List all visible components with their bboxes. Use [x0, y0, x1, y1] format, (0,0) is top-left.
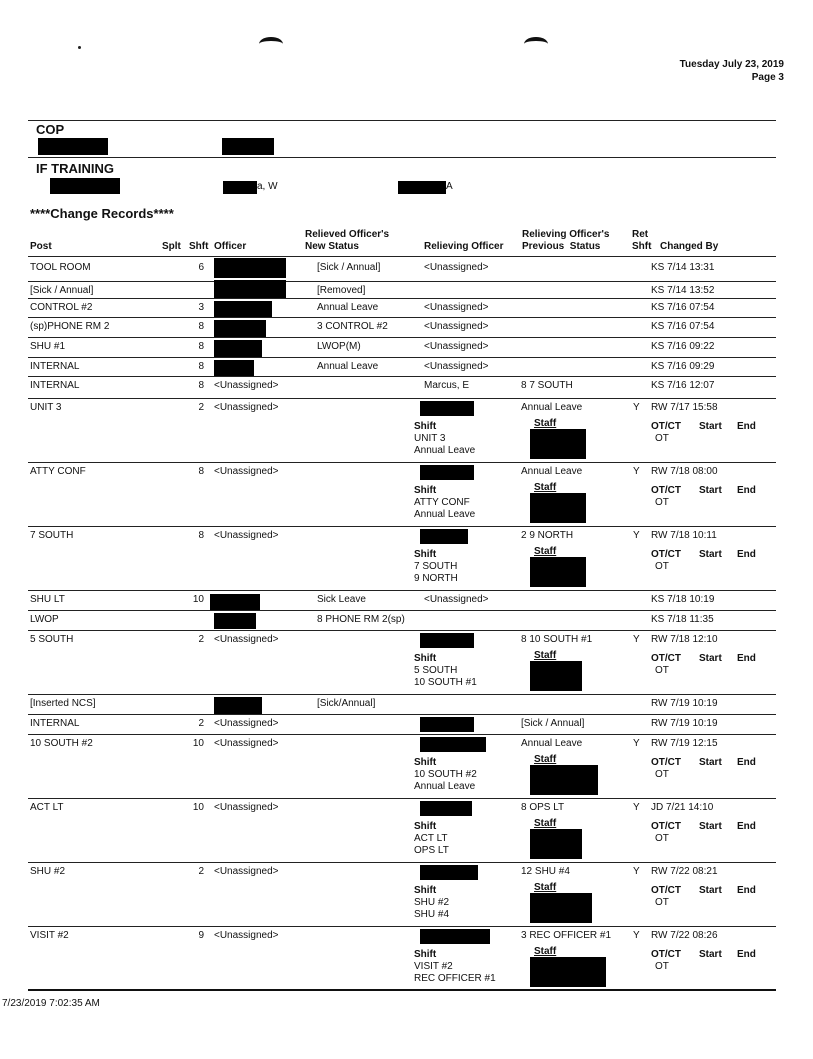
detail-status: Annual Leave: [414, 445, 476, 456]
report-date: Tuesday July 23, 2019: [679, 59, 784, 70]
start-label: Start: [699, 421, 722, 432]
ot-label: OT: [655, 833, 669, 844]
post-cell: 10 SOUTH #2: [30, 738, 93, 749]
end-label: End: [737, 821, 756, 832]
shift-cell: 8: [198, 530, 204, 541]
shift-cell: 10: [192, 594, 204, 605]
relieving-officer-cell: <Unassigned>: [424, 361, 489, 372]
detail-status: SHU #4: [414, 909, 450, 920]
detail-status: Annual Leave: [414, 509, 476, 520]
ot-label: OT: [655, 961, 669, 972]
new-status-cell: Annual Leave: [317, 302, 379, 313]
divider: [28, 317, 776, 318]
post-cell: CONTROL #2: [30, 302, 93, 313]
post-cell: SHU #1: [30, 341, 66, 352]
post-cell: LWOP: [30, 614, 59, 625]
shift-cell: 9: [198, 930, 204, 941]
divider: [28, 694, 776, 695]
previous-status-cell: 8 OPS LT: [521, 802, 565, 813]
changed-by-cell: RW 7/17 15:58: [651, 402, 718, 413]
end-label: End: [737, 421, 756, 432]
detail-status: REC OFFICER #1: [414, 973, 496, 984]
redaction-box: [530, 893, 592, 923]
section-title-cop: COP: [36, 122, 65, 137]
redaction-box: [420, 529, 468, 544]
staff-label: Staff: [534, 650, 557, 661]
detail-post: VISIT #2: [414, 961, 453, 972]
post-cell: INTERNAL: [30, 361, 80, 372]
shift-label: Shift: [414, 421, 437, 432]
redaction-box: [530, 557, 586, 587]
divider: [28, 337, 776, 338]
post-cell: INTERNAL: [30, 380, 80, 391]
officer-cell: <Unassigned>: [214, 866, 279, 877]
end-label: End: [737, 549, 756, 560]
shift-cell: 6: [198, 262, 204, 273]
changed-by-cell: KS 7/18 11:35: [651, 614, 714, 625]
redaction-box: [530, 429, 586, 459]
relieving-officer-cell: Marcus, E: [424, 380, 470, 391]
start-label: Start: [699, 821, 722, 832]
return-shift-cell: Y: [633, 530, 640, 541]
detail-status: 10 SOUTH #1: [414, 677, 477, 688]
detail-status: 9 NORTH: [414, 573, 458, 584]
staff-label: Staff: [534, 754, 557, 765]
shift-cell: 8: [198, 466, 204, 477]
previous-status-cell: 8 10 SOUTH #1: [521, 634, 593, 645]
redaction-box: [214, 613, 256, 629]
new-status-cell: 3 CONTROL #2: [317, 321, 388, 332]
end-label: End: [737, 757, 756, 768]
shift-cell: 10: [192, 802, 204, 813]
previous-status-cell: 2 9 NORTH: [521, 530, 574, 541]
shift-cell: 8: [198, 341, 204, 352]
scan-speck: [78, 46, 81, 49]
previous-status-cell: 3 REC OFFICER #1: [521, 930, 612, 941]
shift-cell: 2: [198, 718, 204, 729]
shift-label: Shift: [414, 549, 437, 560]
redaction-box: [38, 138, 108, 155]
post-cell: 5 SOUTH: [30, 634, 74, 645]
officer-cell: <Unassigned>: [214, 402, 279, 413]
redaction-box: [214, 280, 286, 298]
return-shift-cell: Y: [633, 738, 640, 749]
changed-by-cell: KS 7/14 13:52: [651, 285, 715, 296]
redaction-box: [214, 320, 266, 337]
staff-label: Staff: [534, 818, 557, 829]
new-status-cell: 8 PHONE RM 2(sp): [317, 614, 405, 625]
redaction-box: [530, 829, 582, 859]
return-shift-cell: Y: [633, 634, 640, 645]
page-header: [680, 58, 784, 84]
staff-label: Staff: [534, 418, 557, 429]
shift-cell: 2: [198, 634, 204, 645]
shift-label: Shift: [414, 485, 437, 496]
changed-by-cell: KS 7/16 09:29: [651, 361, 715, 372]
otct-label: OT/CT: [651, 885, 681, 896]
col-header-officer: Officer: [214, 241, 247, 252]
redaction-box: [398, 181, 446, 194]
ot-label: OT: [655, 897, 669, 908]
changed-by-cell: RW 7/18 08:00: [651, 466, 718, 477]
return-shift-cell: Y: [633, 930, 640, 941]
redaction-box: [214, 301, 272, 318]
change-records-title: ****Change Records****: [30, 206, 174, 221]
ot-label: OT: [655, 769, 669, 780]
post-cell: [Inserted NCS]: [30, 698, 96, 709]
new-status-cell: [Sick/Annual]: [317, 698, 376, 709]
changed-by-cell: RW 7/18 10:11: [651, 530, 717, 541]
divider: [28, 357, 776, 358]
start-label: Start: [699, 757, 722, 768]
officer-cell: <Unassigned>: [214, 380, 279, 391]
officer-cell: <Unassigned>: [214, 634, 279, 645]
post-cell: SHU #2: [30, 866, 66, 877]
divider: [28, 157, 776, 158]
page-number: Page 3: [751, 72, 784, 83]
start-label: Start: [699, 653, 722, 664]
detail-post: 10 SOUTH #2: [414, 769, 477, 780]
divider: [28, 256, 776, 257]
post-cell: SHU LT: [30, 594, 65, 605]
detail-post: SHU #2: [414, 897, 450, 908]
redaction-box: [530, 957, 606, 987]
divider: [28, 376, 776, 377]
shift-label: Shift: [414, 949, 437, 960]
changed-by-cell: RW 7/19 10:19: [651, 718, 718, 729]
previous-status-cell: 12 SHU #4: [521, 866, 570, 877]
shift-label: Shift: [414, 653, 437, 664]
redaction-box: [214, 340, 262, 357]
new-status-cell: Sick Leave: [317, 594, 366, 605]
redaction-box: [420, 717, 474, 732]
shift-label: Shift: [414, 885, 437, 896]
otct-label: OT/CT: [651, 949, 681, 960]
relieving-officer-cell: <Unassigned>: [424, 321, 489, 332]
divider: [28, 281, 776, 282]
start-label: Start: [699, 949, 722, 960]
redaction-box: [420, 633, 474, 648]
staff-label: Staff: [534, 546, 557, 557]
redaction-box: [214, 697, 262, 714]
otct-label: OT/CT: [651, 821, 681, 832]
print-timestamp: 7/23/2019 7:02:35 AM: [2, 998, 100, 1009]
detail-post: 7 SOUTH: [414, 561, 458, 572]
ot-label: OT: [655, 433, 669, 444]
end-label: End: [737, 485, 756, 496]
changed-by-cell: RW 7/22 08:26: [651, 930, 718, 941]
divider: [28, 590, 776, 591]
shift-label: Shift: [414, 757, 437, 768]
start-label: Start: [699, 885, 722, 896]
changed-by-cell: RW 7/22 08:21: [651, 866, 718, 877]
redaction-box: [420, 465, 474, 480]
shift-cell: 8: [198, 361, 204, 372]
divider: [28, 926, 776, 927]
staff-label: Staff: [534, 482, 557, 493]
staff-label: Staff: [534, 882, 557, 893]
new-status-cell: Annual Leave: [317, 361, 379, 372]
post-cell: TOOL ROOM: [30, 262, 91, 273]
shift-cell: 3: [198, 302, 204, 313]
divider: [28, 798, 776, 799]
end-label: End: [737, 885, 756, 896]
previous-status-cell: Annual Leave: [521, 402, 583, 413]
detail-post: ACT LT: [414, 833, 448, 844]
divider: [28, 630, 776, 631]
redaction-box: [210, 594, 260, 611]
previous-status-cell: [Sick / Annual]: [521, 718, 585, 729]
detail-post: ATTY CONF: [414, 497, 470, 508]
return-shift-cell: Y: [633, 802, 640, 813]
redaction-box: [420, 401, 474, 416]
officer-cell: <Unassigned>: [214, 802, 279, 813]
col-header-post: Post: [30, 241, 52, 252]
changed-by-cell: RW 7/18 12:10: [651, 634, 718, 645]
divider: [28, 526, 776, 527]
end-label: End: [737, 653, 756, 664]
detail-post: UNIT 3: [414, 433, 446, 444]
redaction-box: [420, 929, 490, 944]
divider: [28, 610, 776, 611]
redaction-box: [222, 138, 274, 155]
col-header-relieved-status: Relieved Officer's New Status: [305, 229, 390, 252]
relieving-officer-cell: <Unassigned>: [424, 341, 489, 352]
redaction-box: [420, 865, 478, 880]
ot-label: OT: [655, 665, 669, 676]
start-label: Start: [699, 549, 722, 560]
changed-by-cell: JD 7/21 14:10: [651, 802, 714, 813]
divider: [28, 298, 776, 299]
col-header-changed-by: Changed By: [660, 241, 719, 252]
post-cell: VISIT #2: [30, 930, 69, 941]
return-shift-cell: Y: [633, 866, 640, 877]
previous-status-cell: Annual Leave: [521, 738, 583, 749]
officer-cell: <Unassigned>: [214, 930, 279, 941]
redaction-box: [530, 765, 598, 795]
ot-label: OT: [655, 561, 669, 572]
start-label: Start: [699, 485, 722, 496]
changed-by-cell: KS 7/14 13:31: [651, 262, 715, 273]
divider: [28, 989, 776, 991]
detail-status: OPS LT: [414, 845, 449, 856]
post-cell: (sp)PHONE RM 2: [30, 321, 110, 332]
shift-cell: 8: [198, 380, 204, 391]
post-cell: ACT LT: [30, 802, 64, 813]
divider: [28, 714, 776, 715]
previous-status-cell: Annual Leave: [521, 466, 583, 477]
section-title-if-training: IF TRAINING: [36, 161, 114, 176]
otct-label: OT/CT: [651, 653, 681, 664]
return-shift-cell: Y: [633, 466, 640, 477]
redaction-box: [420, 737, 486, 752]
officer-cell: <Unassigned>: [214, 738, 279, 749]
staff-label: Staff: [534, 946, 557, 957]
changed-by-cell: RW 7/19 10:19: [651, 698, 718, 709]
otct-label: OT/CT: [651, 549, 681, 560]
officer-cell: <Unassigned>: [214, 718, 279, 729]
return-shift-cell: Y: [633, 402, 640, 413]
relieving-officer-cell: <Unassigned>: [424, 594, 489, 605]
previous-status-cell: 8 7 SOUTH: [521, 380, 573, 391]
col-header-ret-shft: Ret Shft: [632, 229, 652, 252]
divider: [28, 462, 776, 463]
col-header-relieving-previous: Relieving Officer's Previous Status: [522, 229, 610, 252]
redaction-box: [214, 258, 286, 278]
post-cell: ATTY CONF: [30, 466, 86, 477]
officer-name-fragment: A: [446, 181, 453, 192]
officer-cell: <Unassigned>: [214, 466, 279, 477]
officer-name-fragment: a, W: [257, 181, 278, 192]
col-header-shft: Shft: [189, 241, 209, 252]
redaction-box: [530, 493, 586, 523]
post-cell: UNIT 3: [30, 402, 62, 413]
relieving-officer-cell: <Unassigned>: [424, 302, 489, 313]
punch-hole-mark: [259, 37, 283, 51]
redaction-box: [223, 181, 257, 194]
redaction-box: [214, 360, 254, 377]
redaction-box: [50, 178, 120, 194]
divider: [28, 734, 776, 735]
changed-by-cell: KS 7/16 09:22: [651, 341, 715, 352]
divider: [28, 862, 776, 863]
divider: [28, 398, 776, 399]
new-status-cell: LWOP(M): [317, 341, 361, 352]
shift-cell: 8: [198, 321, 204, 332]
redaction-box: [420, 801, 472, 816]
changed-by-cell: KS 7/16 07:54: [651, 302, 715, 313]
officer-cell: <Unassigned>: [214, 530, 279, 541]
new-status-cell: [Removed]: [317, 285, 366, 296]
col-header-relieving-officer: Relieving Officer: [424, 241, 504, 252]
punch-hole-mark: [524, 37, 548, 51]
end-label: End: [737, 949, 756, 960]
changed-by-cell: KS 7/18 10:19: [651, 594, 715, 605]
detail-post: 5 SOUTH: [414, 665, 458, 676]
changed-by-cell: RW 7/19 12:15: [651, 738, 718, 749]
new-status-cell: [Sick / Annual]: [317, 262, 381, 273]
post-cell: 7 SOUTH: [30, 530, 74, 541]
post-cell: INTERNAL: [30, 718, 80, 729]
otct-label: OT/CT: [651, 757, 681, 768]
post-cell: [Sick / Annual]: [30, 285, 94, 296]
shift-cell: 2: [198, 402, 204, 413]
shift-label: Shift: [414, 821, 437, 832]
shift-cell: 2: [198, 866, 204, 877]
detail-status: Annual Leave: [414, 781, 476, 792]
ot-label: OT: [655, 497, 669, 508]
changed-by-cell: KS 7/16 07:54: [651, 321, 715, 332]
redaction-box: [530, 661, 582, 691]
col-header-splt: Splt: [162, 241, 181, 252]
otct-label: OT/CT: [651, 485, 681, 496]
relieving-officer-cell: <Unassigned>: [424, 262, 489, 273]
otct-label: OT/CT: [651, 421, 681, 432]
shift-cell: 10: [192, 738, 204, 749]
divider: [28, 120, 776, 121]
changed-by-cell: KS 7/16 12:07: [651, 380, 715, 391]
